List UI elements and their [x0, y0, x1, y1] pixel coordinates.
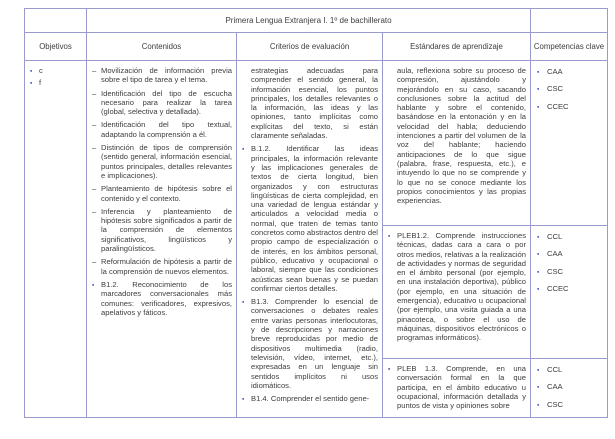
- list-item: [388, 364, 526, 410]
- list-item: [92, 280, 232, 317]
- competencias-list: [531, 61, 607, 226]
- bullet-icon: ▪: [537, 384, 540, 392]
- bullet-icon: ▪: [537, 69, 540, 76]
- column-header-contenidos: Contenidos: [87, 33, 237, 61]
- bullet-icon: ▪: [92, 281, 95, 289]
- list-item: [92, 143, 232, 180]
- list-item: [92, 184, 232, 203]
- competencia-item: [537, 249, 604, 258]
- table-title: Primera Lengua Extranjera I. 1º de bachillerato: [87, 9, 531, 33]
- list-item: [92, 207, 232, 253]
- item-text: B1.4. Comprender el sentido gene-: [251, 394, 370, 404]
- competencia-item: [537, 284, 604, 293]
- objetivo-item: [30, 66, 82, 75]
- item-text: Distinción de tipos de comprensión (sentido general, información esencial, puntos principales, detalles relevantes e implicaciones).: [101, 143, 232, 180]
- estandar-cell: [383, 226, 531, 359]
- item-text: PLEB 1.3. Comprende, en una conversación formal en la que participa, en el ámbito educativo u ocupacional, información detallada y puntos de vista y opiniones sobre: [397, 364, 526, 411]
- bullet-icon: ▪: [242, 146, 245, 154]
- item-text: Identificación del tipo textual, adaptando la comprensión a él.: [101, 120, 232, 139]
- competencia-item: [537, 232, 604, 241]
- dash-marker: –: [92, 143, 97, 153]
- bullet-icon: ▪: [242, 299, 245, 307]
- column-header-competencias: Competencias clave: [531, 33, 607, 61]
- column-header-criterios: Criterios de evaluación: [237, 33, 383, 61]
- dash-marker: –: [92, 257, 97, 267]
- competencia-label: CCL: [547, 232, 563, 241]
- title-row-empty-left: [25, 9, 87, 33]
- list-item: [242, 394, 378, 403]
- objetivo-label: f: [39, 78, 42, 88]
- bullet-icon: ▪: [537, 285, 540, 293]
- competencia-item: [537, 267, 604, 276]
- bullet-icon: ▪: [537, 401, 540, 409]
- bullet-icon: ▪: [537, 268, 540, 276]
- item-text: B1.2. Reconocimiento de los marcadores conversacionales más comunes: verificadores, expresivos, apelativos y fáticos.: [101, 279, 232, 317]
- item-text: Reformulación de hipótesis a partir de la comprensión de nuevos elementos.: [101, 257, 232, 276]
- bullet-icon: ▪: [537, 367, 540, 374]
- competencia-label: CCEC: [547, 283, 569, 293]
- list-item: [242, 66, 378, 140]
- list-item: [388, 231, 526, 343]
- bullet-icon: ▪: [537, 103, 540, 111]
- competencia-label: CAA: [547, 382, 563, 392]
- competencia-label: CAA: [547, 67, 563, 76]
- competencias-list: [531, 226, 607, 359]
- criterios-cell: [237, 61, 383, 417]
- competencia-item: [537, 67, 604, 76]
- bullet-icon: ▪: [30, 68, 33, 75]
- list-item: [92, 120, 232, 139]
- bullet-icon: ▪: [537, 86, 540, 94]
- list-item: [92, 257, 232, 276]
- objetivos-cell: [25, 61, 87, 417]
- item-text: Identificación del tipo de escucha necesario para realizar la tarea (global, selectiva y detallada).: [101, 88, 232, 117]
- title-row-empty-right: [531, 9, 607, 33]
- estandar-cell: [383, 359, 531, 417]
- competencia-item: [537, 400, 604, 409]
- dash-marker: –: [92, 120, 97, 130]
- contenidos-cell: [87, 61, 237, 417]
- bullet-icon: ▪: [388, 366, 391, 373]
- item-text: Movilización de información previa sobre el tipo de tarea y el tema.: [101, 66, 232, 85]
- dash-marker: –: [92, 206, 97, 216]
- estandar-cell: [383, 61, 531, 226]
- list-item: [92, 66, 232, 85]
- competencia-item: [537, 84, 604, 93]
- item-text: aula, reflexiona sobre su proceso de compresión, ajustándolo y mejorándolo en su caso, sacando conclusiones sobre la actitud del hablante y sobre el contenido, basándose en la entonación y en la velocidad del habla; deduciendo intenciones a partir del volumen de la voz del hablante; haciendo anticipaciones de lo que sigue (palabra, frase, respuesta, etc.), e intuyendo lo que no se comprende y lo que no se conoce mediante los propios conocimientos y las propias experiencias.: [397, 66, 526, 206]
- item-text: PLEB1.2. Comprende instrucciones técnicas, dadas cara a cara o por otros medios, relativas a la realización de actividades y normas de seguridad en el ámbito personal (por ejemplo, en una instalación deportiva), público (por ejemplo, en una situación de emergencia), educativo u ocupacional (por ejemplo, una visita guiada a una pinacoteca, o sobre el uso de máquinas, dispositivos electrónicos o programas informáticos).: [397, 231, 526, 343]
- competencias-list: [531, 359, 607, 417]
- bullet-icon: ▪: [242, 396, 245, 404]
- bullet-icon: ▪: [388, 233, 391, 240]
- list-item: [388, 66, 526, 205]
- bullet-icon: ▪: [30, 80, 33, 88]
- competencia-label: CCL: [547, 365, 563, 374]
- competencia-item: [537, 102, 604, 111]
- list-item: [242, 297, 378, 390]
- item-text: B.1.2. Identificar las ideas principales, la información relevante y las implicaciones generales de textos de cierta longitud, bien organizados y con estructuras lingüísticas de cierta complejidad, en una variedad de lengua estándar y articulados a velocidad media o normal, que traten de temas tanto concretos como abstractos dentro del propio campo de especialización o de interés, en los ámbitos personal, público, educativo y ocupacional o laboral, siempre que las condiciones acústicas sean buenas y se puedan confirmar ciertos detalles.: [251, 144, 378, 293]
- dash-marker: –: [92, 184, 97, 194]
- objetivo-item: [30, 78, 82, 87]
- curriculum-table: [24, 8, 608, 418]
- list-item: [242, 144, 378, 293]
- competencia-label: CSC: [547, 399, 564, 409]
- item-text: B1.3. Comprender lo esencial de conversaciones o debates reales entre varias personas interlocutoras, y de descripciones y narraciones breve reproducidas por medio de dispositivos multimedia (radio, televisión, vídeo, internet, etc.), expresadas en un lenguaje sin sentidos implícitos ni usos idiomáticos.: [251, 297, 378, 390]
- estandares-competencias-area: [383, 61, 607, 417]
- competencia-label: CSC: [547, 266, 564, 276]
- competencia-item: [537, 382, 604, 391]
- objetivo-label: c: [39, 66, 43, 75]
- dash-marker: –: [92, 88, 97, 98]
- column-header-objetivos: Objetivos: [25, 33, 87, 61]
- item-text: Planteamiento de hipótesis sobre el contenido y el contexto.: [101, 184, 232, 203]
- bullet-icon: ▪: [537, 234, 540, 241]
- list-item: [92, 89, 232, 117]
- column-header-estandares: Estándares de aprendizaje: [383, 33, 531, 61]
- item-text: estrategias adecuadas para comprender el sentido general, la información esencial, los puntos principales, los detalles relevantes o la información, las ideas y las opiniones, tanto implícitas como explícitas del texto, si están claramente señaladas.: [251, 66, 378, 141]
- bullet-icon: ▪: [537, 251, 540, 259]
- competencia-label: CSC: [547, 84, 564, 94]
- competencia-label: CAA: [547, 249, 563, 259]
- competencia-label: CCEC: [547, 101, 569, 111]
- item-text: Inferencia y planteamiento de hipótesis sobre significados a partir de la comprensión de elementos significativos, lingüísticos y paralingüísticos.: [101, 206, 232, 254]
- dash-marker: –: [92, 66, 97, 75]
- competencia-item: [537, 365, 604, 374]
